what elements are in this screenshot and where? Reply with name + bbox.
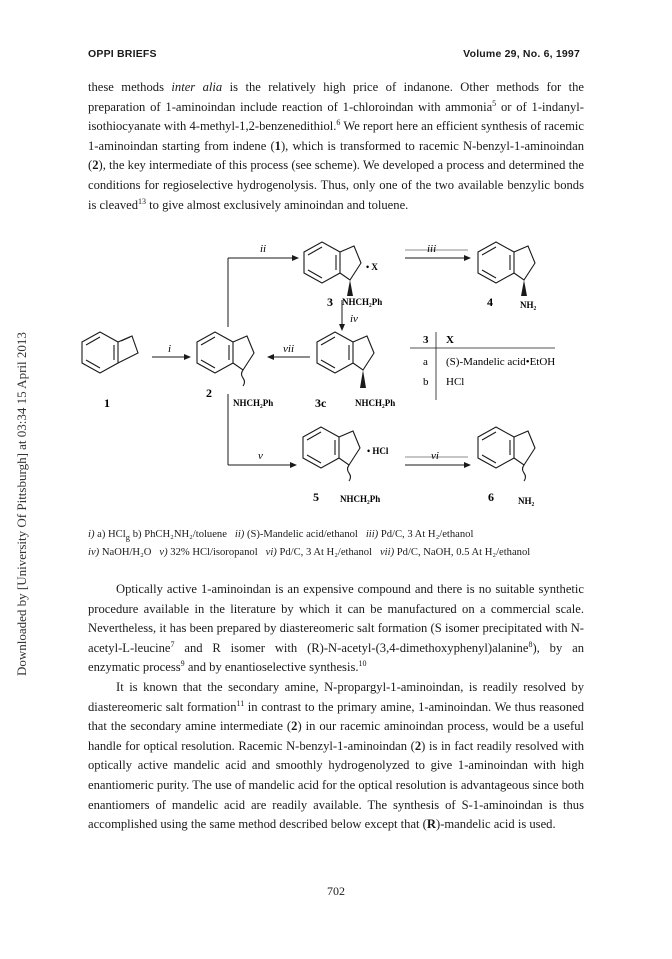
- step-label-iii: iii: [427, 243, 437, 255]
- table-row-b-key: b: [423, 376, 429, 388]
- compound-number-3c: 3c: [315, 396, 327, 410]
- compound-3c-structure: [317, 332, 374, 373]
- compound-number-2: 2: [206, 386, 212, 400]
- citation-13: 13: [138, 196, 146, 206]
- table-row-a-value: (S)-Mandelic acid•EtOH: [446, 356, 556, 368]
- running-header-journal: OPPI BRIEFS: [88, 48, 157, 60]
- salt-label-x: • X: [366, 262, 378, 272]
- substituent-nh2-6: NH₂: [518, 496, 535, 506]
- compound-2-structure: [197, 332, 254, 386]
- table-header-compound: 3: [423, 334, 429, 346]
- substituent-nh2-4: NH₂: [520, 300, 537, 310]
- step-label-i: i: [168, 343, 172, 355]
- citation-11: 11: [236, 698, 245, 708]
- compound-5-structure: [303, 427, 360, 481]
- citation-6: 6: [336, 118, 341, 127]
- salt-label-hcl: • HCl: [367, 446, 389, 456]
- compound-4-structure: [478, 242, 535, 283]
- running-header-volume: Volume 29, No. 6, 1997: [463, 48, 580, 60]
- paragraph-intro: these methods inter alia is the relatively high price of indanone. Other methods for the preparation of 1-aminoindan include reaction of 1-chloroindan with ammonia$^5$ or of 1-indanyl-isothiocyanate with 4-methyl-1,2-benzenedithiol.$^6$ We report here an efficient synthesis of racemic 1-aminoindan starting from indene (1), which is transformed to racemic N-benzyl-1-aminoindan (2), the key intermediate of this process (see scheme). We developed a process and determined the conditions for regioselective hydrogenolysis. Thus, only one of the two available benzylic bonds is cleaved$^{13}$ to give almost exclusively aminoindan and toluene.: [88, 80, 585, 212]
- reaction-scheme: [0, 232, 672, 522]
- substituent-nhch2ph-5: NHCH₂Ph: [340, 494, 381, 504]
- conditions-line-1: i) a) HCl$_g$ b) PhCH₂NH₂/toluene ii) (S)-Mandelic acid/ethanol iii) Pd/C, 3 At H₂/ethanol: [88, 529, 474, 543]
- compound-number-3: 3: [327, 295, 333, 309]
- table-header-x: X: [446, 334, 454, 346]
- compound-number-4: 4: [487, 295, 493, 309]
- step-label-vii: vii: [283, 343, 294, 355]
- step-label-iv: iv: [350, 313, 358, 325]
- step-label-v: v: [258, 450, 263, 462]
- table-row-a-key: a: [423, 356, 428, 368]
- compound-3-structure: [304, 242, 361, 283]
- paragraph-optically-active: Optically active 1-aminoindan is an expensive compound and there is no suitable synthetic procedure available in the literature by which it can be manufactured on a commercial scale. Nevertheless, it has been prepared by diastereomeric salt formation (S isomer precipitated with N-acetyl-L-leucine$^7$ and R isomer with (R)-N-acetyl-(3,4-dimethoxyphenyl)alanine$^8$), by an enzymatic process$^9$ and by enantioselective synthesis.$^{10}$: [88, 582, 584, 675]
- step-label-ii: ii: [260, 243, 267, 255]
- step-label-vi: vi: [431, 450, 439, 462]
- table-row-b-value: HCl: [446, 376, 465, 388]
- citation-5: 5: [492, 98, 497, 108]
- compound-6-structure: [478, 427, 535, 481]
- compound-number-5: 5: [313, 490, 319, 504]
- citation-10: 10: [358, 659, 367, 669]
- substituent-nhch2ph-3c: NHCH₂Ph: [355, 398, 396, 408]
- conditions-line-2: iv) NaOH/H₂O v) 32% HCl/isoropanol vi) Pd/C, 3 At H₂/ethanol vii) Pd/C, NaOH, 0.5 At H₂/ethanol: [88, 547, 531, 559]
- page-number: 702: [327, 884, 345, 898]
- paragraph-resolution: It is known that the secondary amine, N-propargyl-1-aminoindan, is readily resolved by diastereomeric salt formation$^{11}$ in contrast to the primary amine, 1-aminoindan. We thus reasoned that the secondary amine intermediate (2) in our racemic aminoindan process, would be a useful handle for optical resolution. Racemic N-benzyl-1-aminoindan (2) is in fact readily resolved with optically active mandelic acid and smoothly hydrogenolyzed to give 1-aminoindan with high enantiomeric purity. The use of mandelic acid for the optical resolution is advantageous since both enantiomers of mandelic acid are readily available. The synthesis of S-1-aminoindan is thus accomplished using the same method described below except that (R)-mandelic acid is used.: [88, 680, 585, 832]
- citation-7: 7: [170, 639, 175, 649]
- citation-8: 8: [528, 639, 533, 649]
- substituent-nhch2ph-3: NHCH₂Ph: [342, 297, 383, 307]
- substituent-nhch2ph-2: NHCH₂Ph: [233, 398, 274, 408]
- citation-9: 9: [180, 659, 185, 669]
- compound-number-1: 1: [104, 396, 110, 410]
- compound-number-6: 6: [488, 490, 494, 504]
- indene-structure: [82, 332, 138, 373]
- reaction-conditions: [88, 527, 588, 561]
